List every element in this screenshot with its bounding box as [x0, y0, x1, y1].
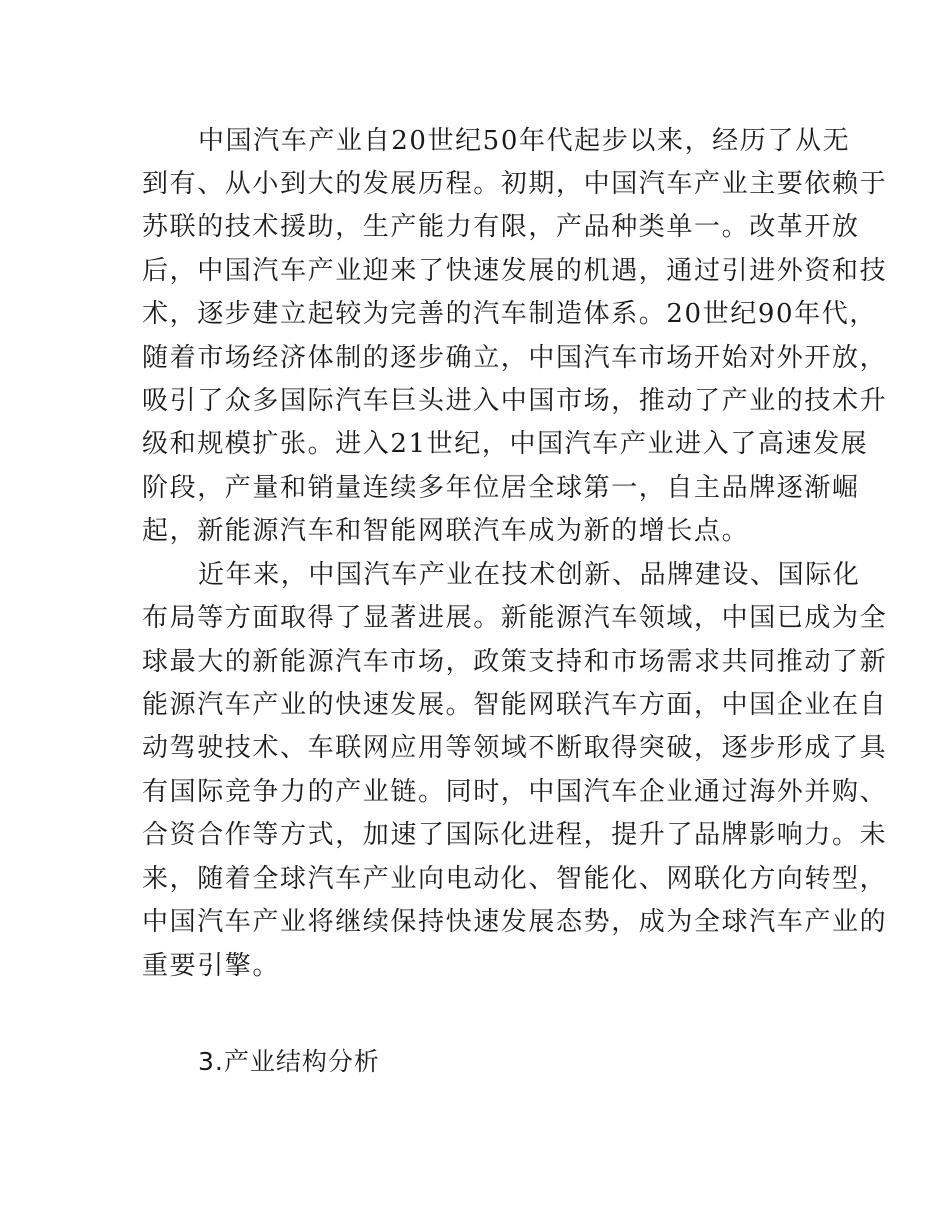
paragraph-1-line-1: 中国汽车产业自20世纪50年代起步以来，经历了从无	[198, 126, 851, 156]
paragraph-2-line-6: 有国际竞争力的产业链。同时，中国汽车企业通过海外并购、	[142, 777, 888, 807]
paragraph-2-line-1: 近年来，中国汽车产业在技术创新、品牌建设、国际化	[198, 560, 861, 590]
paragraph-2-line-9: 中国汽车产业将继续保持快速发展态势，成为全球汽车产业的	[142, 907, 888, 937]
paragraph-2-line-5: 动驾驶技术、车联网应用等领域不断取得突破，逐步形成了具	[142, 733, 888, 763]
section-heading: 3.产业结构分析	[198, 1047, 380, 1076]
paragraph-2-line-3: 球最大的新能源汽车市场，政策支持和市场需求共同推动了新	[142, 647, 888, 677]
paragraph-2-line-8: 来，随着全球汽车产业向电动化、智能化、网联化方向转型，	[142, 864, 888, 894]
paragraph-2-line-7: 合资合作等方式，加速了国际化进程，提升了品牌影响力。未	[142, 820, 888, 850]
paragraph-1-line-5: 术，逐步建立起较为完善的汽车制造体系。20世纪90年代，	[142, 299, 877, 329]
paragraph-1-line-10: 起，新能源汽车和智能网联汽车成为新的增长点。	[142, 516, 750, 546]
paragraph-1-line-2: 到有、从小到大的发展历程。初期，中国汽车产业主要依赖于	[142, 169, 888, 199]
paragraph-2-line-4: 能源汽车产业的快速发展。智能网联汽车方面，中国企业在自	[142, 690, 888, 720]
paragraph-2-line-10: 重要引擎。	[142, 951, 281, 981]
paragraph-2-line-2: 布局等方面取得了显著进展。新能源汽车领域，中国已成为全	[142, 603, 888, 633]
paragraph-1-line-7: 吸引了众多国际汽车巨头进入中国市场，推动了产业的技术升	[142, 386, 888, 416]
paragraph-1-line-8: 级和规模扩张。进入21世纪，中国汽车产业进入了高速发展	[142, 429, 869, 459]
paragraph-1-line-6: 随着市场经济体制的逐步确立，中国汽车市场开始对外开放，	[142, 343, 888, 373]
paragraph-1-line-9: 阶段，产量和销量连续多年位居全球第一，自主品牌逐渐崛	[142, 473, 860, 503]
paragraph-1-line-3: 苏联的技术援助，生产能力有限，产品种类单一。改革开放	[142, 212, 860, 242]
paragraph-1-line-4: 后，中国汽车产业迎来了快速发展的机遇，通过引进外资和技	[142, 256, 888, 286]
